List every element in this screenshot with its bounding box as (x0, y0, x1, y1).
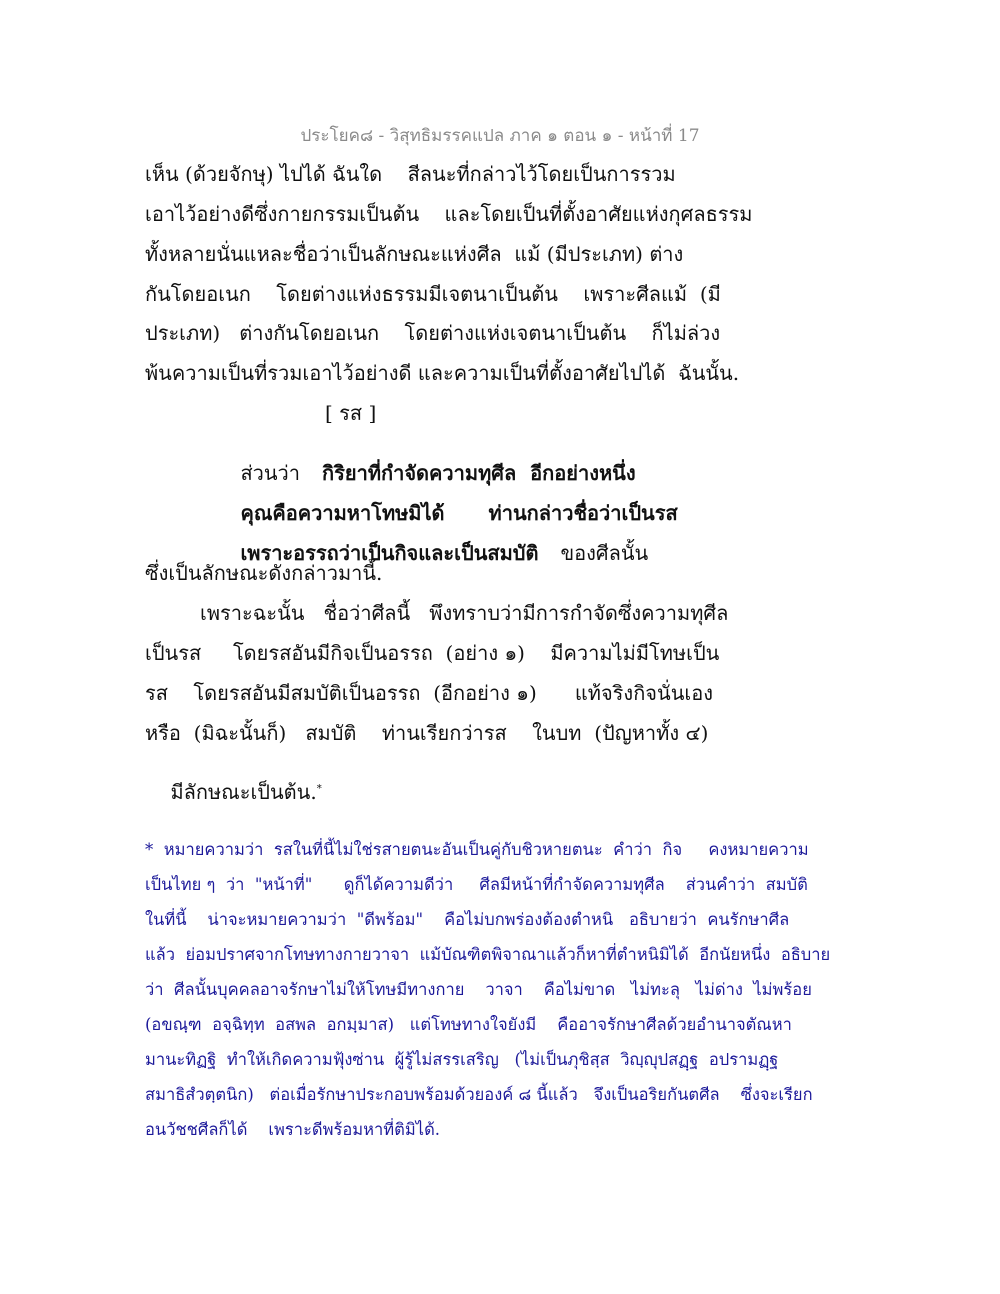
body-line-1: เห็น (ด้วยจักษุ) ไปได้ ฉันใด สีลนะที่กล่าวไว้โดยเป็นการรวม (145, 162, 676, 186)
body-line-2: เอาไว้อย่างดีซึ่งกายกรรมเป็นต้น และโดยเป็นที่ตั้งอาศัยแห่งกุศลธรรม (145, 202, 753, 226)
footnote-line-7: มานะทิฏฐิ ทำให้เกิดความฟุ้งซ่าน ผู้รู้ไม่สรรเสริญ (ไม่เป็นภุชิสฺส วิญฺญุปสฏฺฐ อปรามฏฺฐ (145, 1050, 779, 1069)
verse-line-2-bold-b: ท่านกล่าวชื่อว่าเป็นรส (488, 501, 678, 525)
body-line-6: พ้นความเป็นที่รวมเอาไว้อย่างดี และความเป็นที่ตั้งอาศัยไปได้ ฉันนั้น. (145, 361, 740, 385)
para2-line-5-text: มีลักษณะเป็นต้น. (170, 780, 317, 804)
verse-line-2-bold-a: คุณคือความหาโทษมิได้ (240, 501, 445, 525)
footnote-line-2: เป็นไทย ๆ ว่า "หน้าที่" ดูก็ได้ความดีว่า ศีลมีหน้าที่กำจัดความทุศีล ส่วนคำว่า สมบัติ (145, 875, 808, 894)
verse-line-3-plain: ของศีลนั้น (560, 541, 649, 565)
footnote-line-6: (อขณฺฑ อจฺฉิทฺท อสพล อกมฺมาส) แต่โทษทางใจยังมี คืออาจรักษาศีลด้วยอำนาจตัณหา (145, 1015, 792, 1034)
para2-line-4: หรือ (มิฉะนั้นก็) สมบัติ ท่านเรียกว่ารส ในบท (ปัญหาทั้ง ๔) (145, 721, 709, 745)
footnote-line-4: แล้ว ย่อมปราศจากโทษทางกายวาจา แม้บัณฑิตพิจาณาแล้วก็หาที่ตำหนิมิได้ อีกนัยหนึ่ง อธิบาย (145, 945, 831, 964)
para2-line-5 (145, 762, 322, 822)
verse-line-1-bold: กิริยาที่กำจัดความทุศีล อีกอย่างหนึ่ง (322, 461, 636, 485)
footnote-reference: * (316, 783, 322, 795)
section-tag: [ รส ] (325, 401, 377, 425)
footnote-line-3: ในที่นี้ น่าจะหมายความว่า "ดีพร้อม" คือไม่บกพร่องต้องตำหนิ อธิบายว่า คนรักษาศีล (145, 910, 790, 929)
footnote-line-5: ว่า ศีลนั้นบุคคลอาจรักษาไม่ให้โทษมีทางกาย วาจา คือไม่ขาด ไม่ทะลุ ไม่ด่าง ไม่พร้อย (145, 980, 812, 999)
para2-line-1: เพราะฉะนั้น ชื่อว่าศีลนี้ พึงทราบว่ามีการกำจัดซึ่งความทุศีล (200, 601, 729, 625)
footnote-line-8: สมาธิสํวตฺตนิก) ต่อเมื่อรักษาประกอบพร้อมด้วยองค์ ๘ นี้แล้ว จึงเป็นอริยกันตศีล ซึ่งจะเรียก (145, 1085, 813, 1104)
verse-end-line: ซึ่งเป็นลักษณะดังกล่าวมานี้. (145, 561, 383, 585)
footnote-line-9: อนวัชชศีลก็ได้ เพราะดีพร้อมหาที่ติมิได้. (145, 1120, 441, 1139)
footnote-line-1: * หมายความว่า รสในที่นี้ไม่ใช่รสายตนะอันเป็นคู่กับชิวหายตนะ คำว่า กิจ คงหมายความ (145, 840, 809, 859)
verse-line-1-plain: ส่วนว่า (240, 461, 301, 485)
body-line-3: ทั้งหลายนั่นแหละชื่อว่าเป็นลักษณะแห่งศีล แม้ (มีประเภท) ต่าง (145, 242, 684, 266)
body-line-4: กันโดยอเนก โดยต่างแห่งธรรมมีเจตนาเป็นต้น เพราะศีลแม้ (มี (145, 282, 721, 306)
para2-line-3: รส โดยรสอันมีสมบัติเป็นอรรถ (อีกอย่าง ๑) แท้จริงกิจนั่นเอง (145, 681, 713, 705)
page-header: ประโยค๘ - วิสุทธิมรรคแปล ภาค ๑ ตอน ๑ - หน้าที่ 17 (300, 126, 700, 146)
verse-line-3-bold: เพราะอรรถว่าเป็นกิจและเป็นสมบัติ (240, 541, 539, 565)
body-line-5: ประเภท) ต่างกันโดยอเนก โดยต่างแห่งเจตนาเป็นต้น ก็ไม่ล่วง (145, 321, 721, 345)
para2-line-2: เป็นรส โดยรสอันมีกิจเป็นอรรถ (อย่าง ๑) มีความไม่มีโทษเป็น (145, 641, 720, 665)
